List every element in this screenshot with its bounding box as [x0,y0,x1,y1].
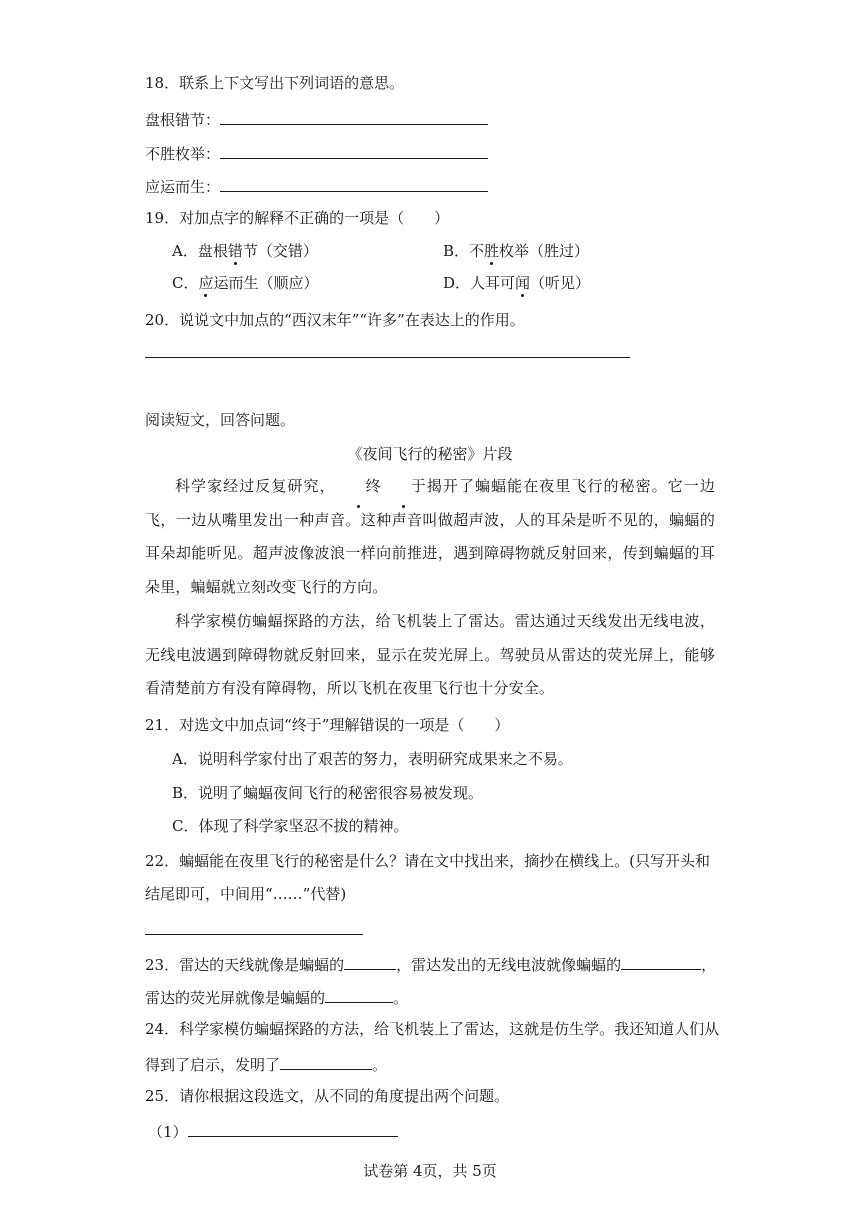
q25-sub-1-label: （1） [148,1123,188,1141]
q19-a-dotted-char: 错 [227,242,243,260]
q22-answer-line[interactable] [145,934,363,935]
q18-term-3: 应运而生： [145,178,221,196]
p1-text-post: 揭开了蝙蝠能在夜里飞行的秘密。它一边飞，一边从嘴里发出一种声音。这种声音叫做超声波，人的耳朵是听不见的，蝙蝠的耳朵却能听见。超声波像波浪一样向前推进，遇到障碍物就反射回来，传到蝙蝠的耳朵里，蝙蝠就立刻改变飞行的方向。 [145,477,715,596]
q24-text-pre: 得到了启示，发明了 [145,1056,281,1074]
q23-blank-radio-wave[interactable] [621,953,701,970]
q19-b-dotted-char: 胜 [484,242,500,260]
q19-a-text-post: 节（交错） [242,242,318,260]
q19-option-b[interactable] [443,241,589,261]
q25-stem: 25．请你根据这段选文，从不同的角度提出两个问题。 [145,1087,510,1105]
page-footer: 试卷第 4页，共 5页 [363,1162,497,1180]
q18-item-3 [145,175,488,197]
q19-c-dotted-char: 应 [198,274,214,292]
q19-stem: 19．对加点字的解释不正确的一项是（ ） [145,209,450,227]
q19-d-dotted-char: 闻 [515,274,531,292]
q18-term-2: 不胜枚举： [145,145,221,163]
q24-text-post: 。 [372,1056,388,1074]
q19-d-text-pre: D．人耳可 [443,274,516,292]
q24-stem-line-1: 24．科学家模仿蝙蝠探路的方法，给飞机装上了雷达，这就是仿生学。我还知道人们从 [145,1020,720,1038]
q19-c-text-post: 运而生（顺应） [213,274,319,292]
q20-answer-line[interactable] [145,357,630,358]
q19-b-text-post: 枚举（胜过） [499,242,590,260]
q24-blank-invention[interactable] [280,1053,372,1070]
q18-term-1: 盘根错节： [145,111,221,129]
q23-text-3: ， [701,956,717,974]
q19-c-text-pre: C． [172,274,199,292]
q21-stem: 21．对选文中加点词“终于”理解错误的一项是（ ） [145,716,510,734]
q19-option-d[interactable] [443,273,590,293]
p1-dotted-char-2: 于 [381,470,426,504]
q24-stem-line-2 [145,1053,387,1075]
q23-blank-antenna[interactable] [344,953,396,970]
q19-option-c[interactable] [172,273,319,293]
q21-option-c[interactable]: C．体现了科学家坚忍不拔的精神。 [172,817,409,835]
q23-text-4: 雷达的荧光屏就像是蝙蝠的 [145,989,326,1007]
q18-stem: 18．联系上下文写出下列词语的意思。 [145,74,405,92]
q23-text-5: 。 [393,989,409,1007]
q18-item-2 [145,142,488,164]
p1-text-pre: 科学家经过反复研究， [175,477,336,495]
reading-intro: 阅读短文，回答问题。 [145,411,296,429]
q18-answer-blank-2[interactable] [220,142,488,159]
passage-title: 《夜间飞行的秘密》片段 [347,445,513,463]
passage-paragraph-2: 科学家模仿蝙蝠探路的方法，给飞机装上了雷达。雷达通过天线发出无线电波，无线电波遇到障碍物就反射回来，显示在荧光屏上。驾驶员从雷达的荧光屏上，能够看清楚前方有没有障碍物，所以飞机在夜里飞行也十分安全。 [145,612,715,697]
q19-a-text-pre: A．盘根 [172,242,228,260]
q20-stem: 20．说说文中加点的“西汉末年”“许多”在表达上的作用。 [145,311,525,329]
passage-paragraph-1 [145,470,715,604]
q19-b-text-pre: B．不 [443,242,485,260]
q25-answer-blank-1[interactable] [188,1120,398,1137]
q23-line-1 [145,953,716,975]
q21-option-b[interactable]: B．说明了蝙蝠夜间飞行的秘密很容易被发现。 [172,784,484,802]
q19-d-text-post: （听见） [530,274,591,292]
q18-answer-blank-3[interactable] [220,175,488,192]
q23-blank-screen[interactable] [325,986,393,1003]
q25-sub-1 [148,1120,398,1142]
p1-dotted-char-1: 终 [336,470,381,504]
q18-item-1 [145,108,488,130]
q23-text-2: ，雷达发出的无线电波就像蝙蝠的 [396,956,622,974]
q18-answer-blank-1[interactable] [220,108,488,125]
q23-line-2 [145,986,408,1008]
q22-stem-line-1: 22．蝙蝠能在夜里飞行的秘密是什么？请在文中找出来，摘抄在横线上。(只写开头和 [145,852,710,870]
q23-text-1: 23．雷达的天线就像是蝙蝠的 [145,956,345,974]
q19-option-a[interactable] [172,241,318,261]
q21-option-a[interactable]: A．说明科学家付出了艰苦的努力，表明研究成果来之不易。 [172,750,573,768]
q22-stem-line-2: 结尾即可，中间用“……”代替) [145,885,347,903]
